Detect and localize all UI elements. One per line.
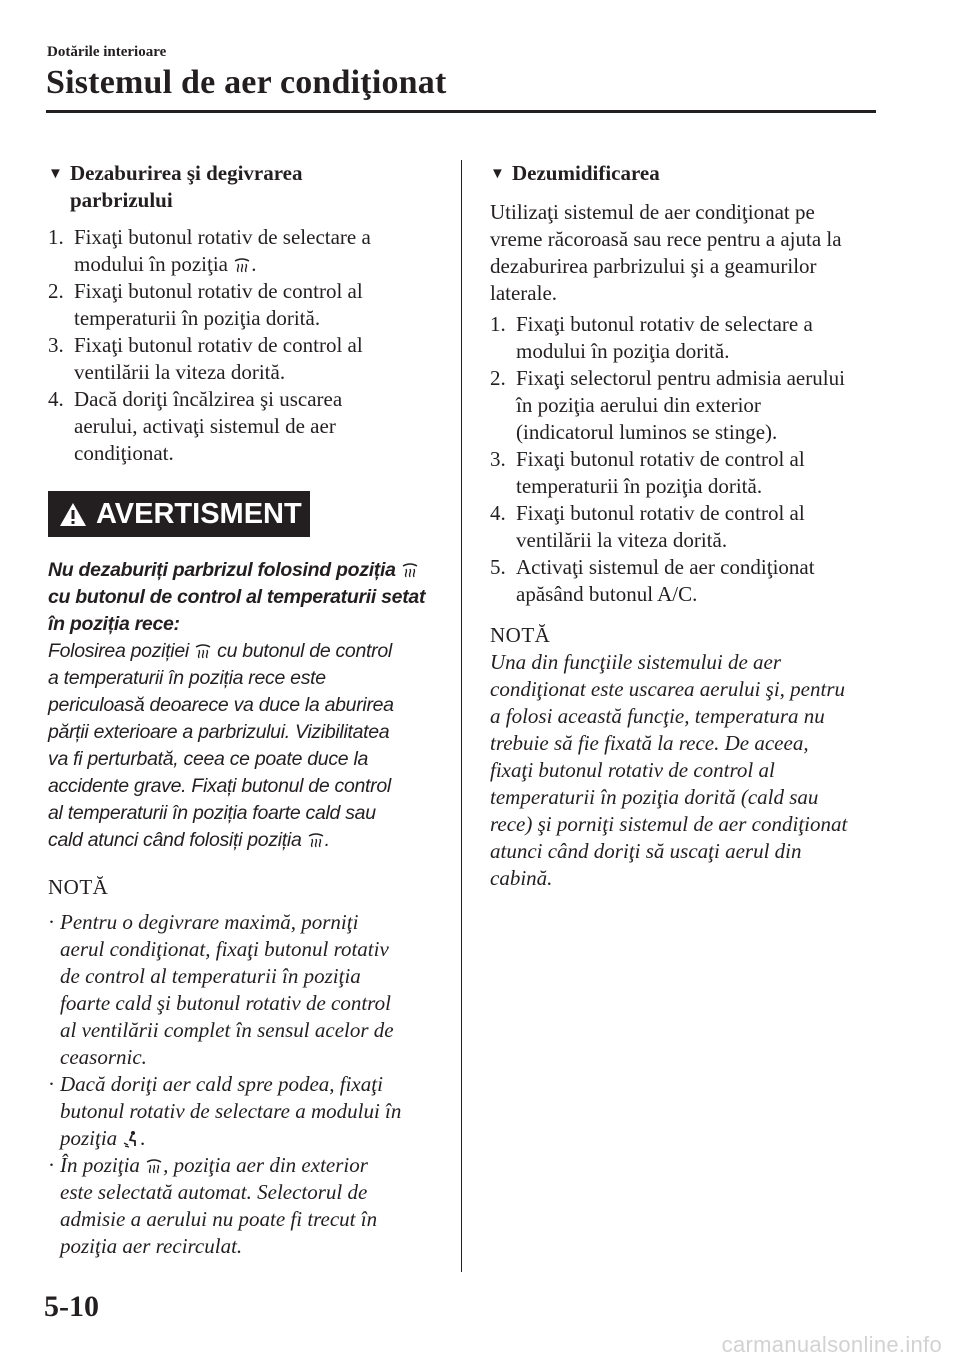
dehumidify-steps xyxy=(490,311,890,608)
list-item: 4. Dacă doriţi încălzirea şi uscarea aerului, activaţi sistemul de aer condiţionat. xyxy=(48,387,343,465)
defroster-icon xyxy=(307,831,325,849)
list-item: · În poziţia , poziţia aer din exterior este selectată automat. Selectorul de admisie a aerului nu poate fi trecut în poziţia aer recirculat. xyxy=(48,1153,378,1258)
note-list xyxy=(48,909,432,1260)
note-text: Una din funcţiile sistemului de aer condiţionat este uscarea aerului şi, pentru a folosi această funcţie, temperatura nu trebuie să fie fixată la rece. De aceea, fixaţi butonul rotativ de control al temperaturii în poziţia dorită (cald sau rece) şi porniţi sistemul de aer condiţionat atunci când doriţi să uscaţi aerul din cabină. xyxy=(490,650,848,890)
section-triangle-icon: ▼ xyxy=(48,166,63,182)
list-item: 1. Fixaţi butonul rotativ de selectare a modului în poziţia dorită. xyxy=(490,312,813,363)
column-divider xyxy=(461,160,462,1272)
defroster-icon xyxy=(401,561,419,579)
warning-banner: AVERTISMENT xyxy=(48,491,310,537)
list-item: 4. Fixaţi butonul rotativ de control al ventilării la viteza dorită. xyxy=(490,501,805,552)
intro-paragraph: Utilizaţi sistemul de aer condiţionat pe vreme răcoroasă sau rece pentru a ajuta la dezaburirea parbrizului şi a geamurilor laterale. xyxy=(490,200,842,305)
defroster-icon xyxy=(233,256,251,274)
list-item: 3. Fixaţi butonul rotativ de control al ventilării la viteza dorită. xyxy=(48,333,363,384)
breadcrumb: Dotările interioare xyxy=(47,44,167,60)
list-item: 2. Fixaţi butonul rotativ de control al temperaturii în poziţia dorită. xyxy=(48,279,363,330)
note-section xyxy=(48,874,432,1260)
left-column xyxy=(48,160,432,1260)
note-heading: NOTĂ xyxy=(48,875,109,899)
section-heading-defrost: ▼ Dezaburirea şi degivrarea parbrizului xyxy=(48,161,303,212)
floor-mode-icon xyxy=(122,1130,140,1148)
list-item: · Dacă doriţi aer cald spre podea, fixaţi butonul rotativ de selectare a modului în poziţia . xyxy=(48,1072,402,1150)
list-item: 5. Activaţi sistemul de aer condiţionat apăsând butonul A/C. xyxy=(490,555,815,606)
watermark: carmanualsonline.info xyxy=(721,1332,942,1357)
defroster-icon xyxy=(194,642,212,660)
note-section xyxy=(490,622,890,892)
list-item: · Pentru o degivrare maximă, porniţi aerul condiţionat, fixaţi butonul rotativ de control al temperaturii în poziţia foarte cald şi butonul rotativ de control al ventilării complet în sensul acelor de ceasornic. xyxy=(48,910,394,1069)
section-triangle-icon: ▼ xyxy=(490,166,505,182)
warning-text: Nu dezaburiți parbrizul folosind poziția cu butonul de control al temperaturii setat în poziția rece: Folosirea poziției cu butonul de control a temperaturii în poziția rece este periculoasă deoarece va duce la aburirea părții exterioare a parbrizului. Vizibilitatea va fi perturbată, ceea ce poate duce la accidente grave. Fixați butonul de control al temperaturii în poziția foarte cald sau cald atunci când folosiți poziția . xyxy=(48,559,426,851)
page-title: Sistemul de aer condiţionat xyxy=(46,64,447,101)
list-item: 1. Fixaţi butonul rotativ de selectare a modului în poziţia . xyxy=(48,225,371,276)
note-heading: NOTĂ xyxy=(490,623,551,647)
defrost-steps xyxy=(48,224,432,467)
list-item: 3. Fixaţi butonul rotativ de control al temperaturii în poziţia dorită. xyxy=(490,447,805,498)
defroster-icon xyxy=(145,1157,163,1175)
right-column xyxy=(490,160,890,892)
section-heading-dehumidify: ▼ Dezumidificarea xyxy=(490,160,890,189)
list-item: 2. Fixaţi selectorul pentru admisia aerului în poziţia aerului din exterior (indicatorul luminos se stinge). xyxy=(490,366,845,444)
warning-icon xyxy=(58,501,88,528)
page-number: 5-10 xyxy=(44,1290,99,1323)
header-rule xyxy=(46,110,876,113)
